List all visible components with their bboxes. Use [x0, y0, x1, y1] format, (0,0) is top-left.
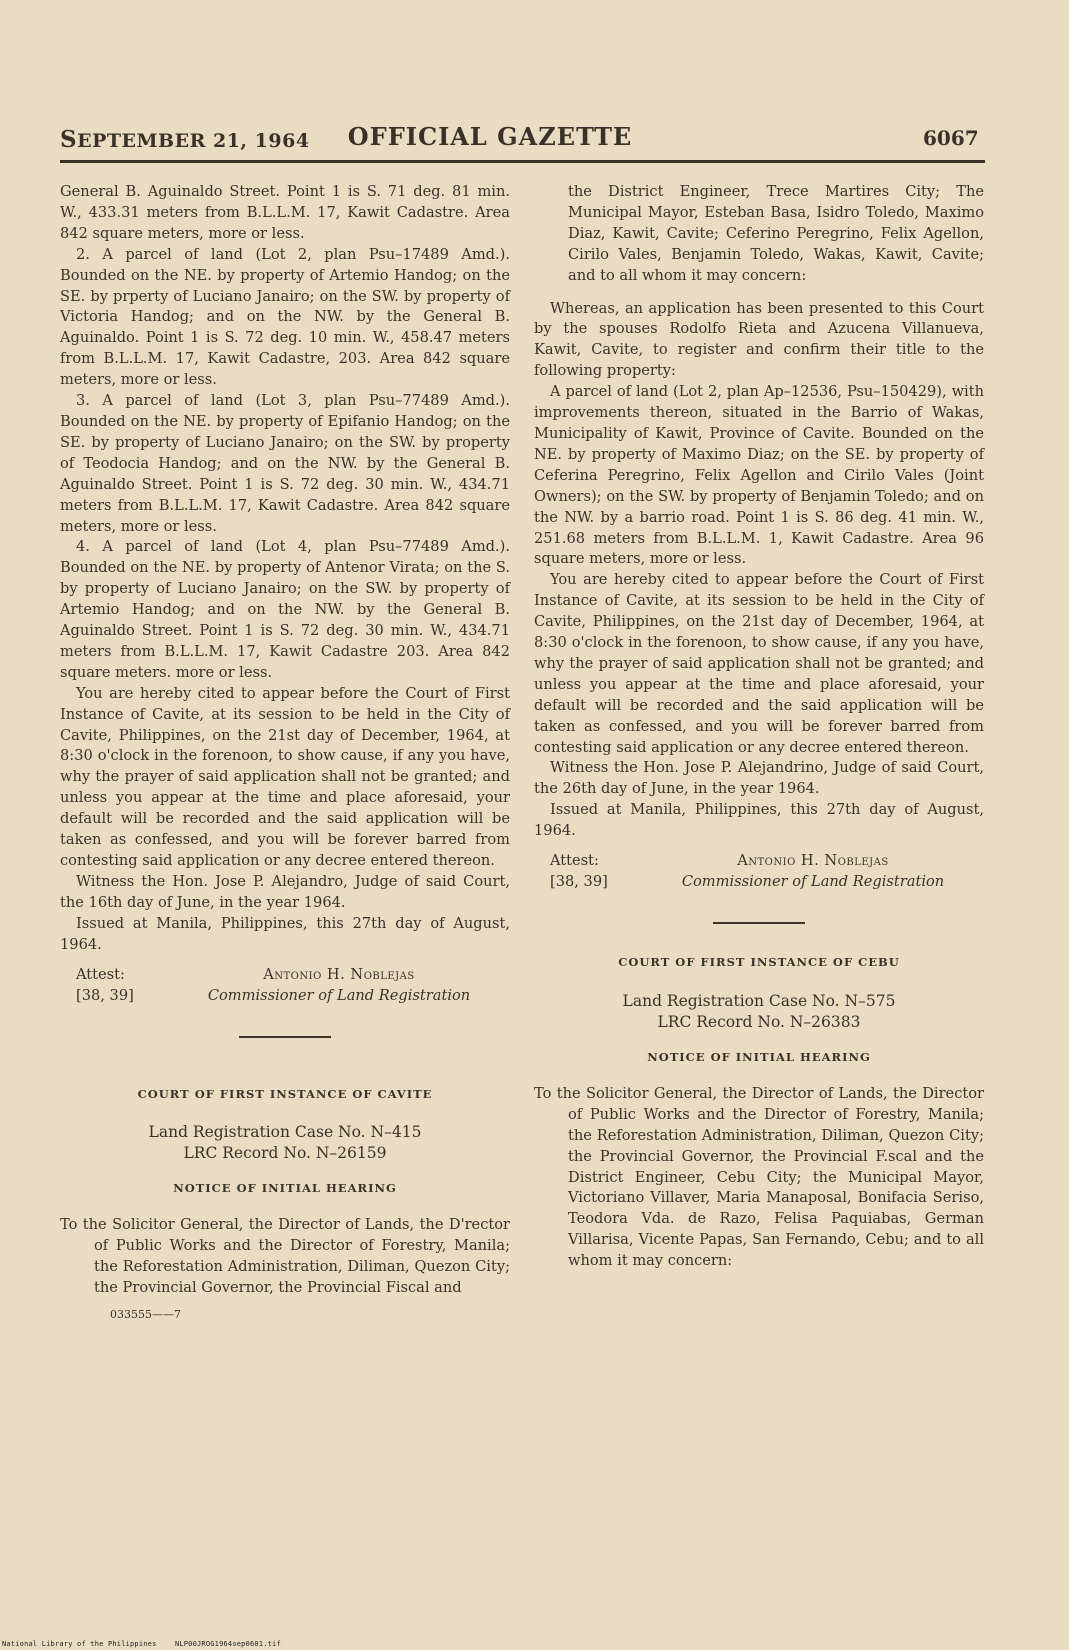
left-case-number: Land Registration Case No. N–415	[148, 1123, 422, 1142]
left-parcel-4: 4. A parcel of land (Lot 4, plan Psu–77489 Amd.). Bounded on the NE. by property of Antenor Virata; on the S. by property of Luciano Janairo; on the SW. by property of Artemio Handog; and on the NW. by the General B. Aguinaldo Street. Point 1 is S. 72 deg. 30 min. W., 434.71 meters from B.L.L.M. 17, Kawit Cadastre 203. Area 842 square meters. more or less.	[60, 538, 510, 681]
left-attest-label: Attest:	[76, 965, 125, 983]
right-attest-title: Commissioner of Land Registration	[681, 873, 945, 891]
left-lrc-record: LRC Record No. N–26159	[183, 1144, 387, 1163]
folio-number: 033555——7	[110, 1307, 181, 1321]
left-parcel-2: 2. A parcel of land (Lot 2, plan Psu–17489 Amd.). Bounded on the NE. by property of Artemio Handog; on the SE. by prperty of Luciano Janairo; on the SW. by property of Victoria Handog; and on the NW. by the General B. Aguinaldo. Point 1 is S. 72 deg. 10 min. W., 458.47 meters from B.L.L.M. 17, Kawit Cadastre, 203. Area 842 square meters, more or less.	[60, 245, 510, 389]
right-witness: Witness the Hon. Jose P. Alejandrino, Judge of said Court, the 26th day of June, in the year 1964.	[534, 759, 984, 798]
right-issued: Issued at Manila, Philippines, this 27th day of August, 1964.	[534, 801, 984, 840]
left-addressees: To the Solicitor General, the Director of Lands, the D'rector of Public Works and the Director of Forestry, Manila; the Reforestation Administration, Diliman, Quezon City; the Provincial Governor, the Provincial Fiscal and	[60, 1216, 510, 1297]
scan-filename: NLP00JROG1964sep0601.tif	[174, 1640, 281, 1648]
right-citation: You are hereby cited to appear before the Court of First Instance of Cavite, at its session to be held in the City of Cavite, Philippines, on the 21st day of December, 1964, at 8:30 o'clock in the forenoon, to show cause, if any you have, why the prayer of said application shall not be granted; and unless you appear at the time and place aforesaid, your default will be recorded and the said application will be taken as confessed, and you will be forever barred from contesting said application or any decree entered thereon.	[534, 571, 984, 756]
page-number: 6067	[923, 126, 979, 150]
right-case-number: Land Registration Case No. N–575	[622, 992, 896, 1010]
right-attest-ref: [38, 39]	[550, 873, 608, 891]
left-court-heading: COURT OF FIRST INSTANCE OF CAVITE	[137, 1086, 433, 1101]
left-attest-name: Antonio H. Noblejas	[263, 965, 415, 983]
right-court-heading: COURT OF FIRST INSTANCE OF CEBU	[618, 955, 900, 970]
right-parcel: A parcel of land (Lot 2, plan Ap–12536, Psu–150429), with improvements thereon, situated in the Barrio of Wakas, Municipality of Kawit, Province of Cavite. Bounded on the NE. by property of Maximo Diaz; on the SE. by property of Ceferina Peregrino, Felix Agellon and Cirilo Vales (Joint Owners); on the SW. by property of Benjamin Toledo; and on the NW. by a barrio road. Point 1 is S. 86 deg. 41 min. W., 251.68 meters from B.L.L.M. 1, Kawit Cadastre. Area 96 square meters, more or less.	[534, 383, 984, 568]
right-section-divider	[713, 922, 805, 924]
left-paragraph-continuation: General B. Aguinaldo Street. Point 1 is S. 71 deg. 81 min. W., 433.31 meters from B.L.L.M. 17, Kawit Cadastre. Area 842 square meters, more or less.	[60, 183, 510, 242]
right-column	[534, 182, 984, 1272]
right-addressees: To the Solicitor General, the Director of Lands, the Director of Public Works and the Director of Forestry, Manila; the Reforestation Administration, Diliman, Quezon City; the Provincial Governor, the Provincial F.scal and the District Engineer, Cebu City; the Municipal Mayor, Victoriano Villaver, Maria Manaposal, Bonifacia Seriso, Teodora Vda. de Razo, Felisa Paquiabas, German Villarisa, Vicente Papas, San Fernando, Cebu; and to all whom it may concern:	[534, 1084, 984, 1270]
left-attest-ref: [38, 39]	[76, 986, 134, 1004]
left-attest	[60, 964, 510, 1006]
left-attest-title: Commissioner of Land Registration	[207, 986, 471, 1004]
right-notice-heading: NOTICE OF INITIAL HEARING	[647, 1050, 871, 1064]
library-credit: National Library of the Philippines	[2, 1640, 157, 1648]
right-whereas: Whereas, an application has been presented to this Court by the spouses Rodolfo Rieta and Azucena Villanueva, Kawit, Cavite, to register and confirm their title to the following property:	[534, 299, 984, 380]
right-attest-name: Antonio H. Noblejas	[737, 852, 889, 870]
left-section-divider	[239, 1036, 331, 1038]
left-witness: Witness the Hon. Jose P. Alejandro, Judge of said Court, the 16th day of June, in the year 1964.	[60, 872, 510, 911]
right-attest	[534, 850, 984, 892]
left-notice-heading: NOTICE OF INITIAL HEARING	[173, 1181, 397, 1196]
left-column	[60, 182, 510, 1326]
issue-date-initial: S	[60, 126, 78, 153]
left-parcel-3: 3. A parcel of land (Lot 3, plan Psu–77489 Amd.). Bounded on the NE. by property of Epifanio Handog; on the SE. by property of Luciano Janairo; on the SW. by property of Teodocia Handog; and on the NW. by the General B. Aguinaldo Street. Point 1 is S. 72 deg. 30 min. W., 434.71 meters from B.L.L.M. 17, Kawit Cadastre. Area 842 square meters, more or less.	[60, 392, 510, 535]
publication-title: OFFICIAL GAZETTE	[347, 122, 633, 151]
right-attest-label: Attest:	[550, 852, 599, 870]
issue-date	[60, 126, 310, 153]
left-issued: Issued at Manila, Philippines, this 27th day of August, 1964.	[60, 914, 510, 953]
right-addressees-continuation: the District Engineer, Trece Martires City; The Municipal Mayor, Esteban Basa, Isidro Toledo, Maximo Diaz, Kawit, Cavite; Ceferino Peregrino, Felix Agellon, Cirilo Vales, Benjamin Toledo, Wakas, Kawit, Cavite; and to all whom it may concern:	[568, 183, 984, 284]
issue-date-rest: EPTEMBER 21, 1964	[77, 130, 310, 152]
scan-footer	[2, 1640, 295, 1648]
right-lrc-record: LRC Record No. N–26383	[657, 1013, 861, 1031]
header-rule	[60, 160, 985, 163]
left-citation: You are hereby cited to appear before the Court of First Instance of Cavite, at its session to be held in the City of Cavite, Philippines, on the 21st day of December, 1964, at 8:30 o'clock in the forenoon, to show cause, if any you have, why the prayer of said application shall not be granted; and unless you appear at the time and place aforesaid, your default will be recorded and the said application will be taken as confessed, and you will be forever barred from contesting said application or any decree entered thereon.	[60, 684, 510, 869]
